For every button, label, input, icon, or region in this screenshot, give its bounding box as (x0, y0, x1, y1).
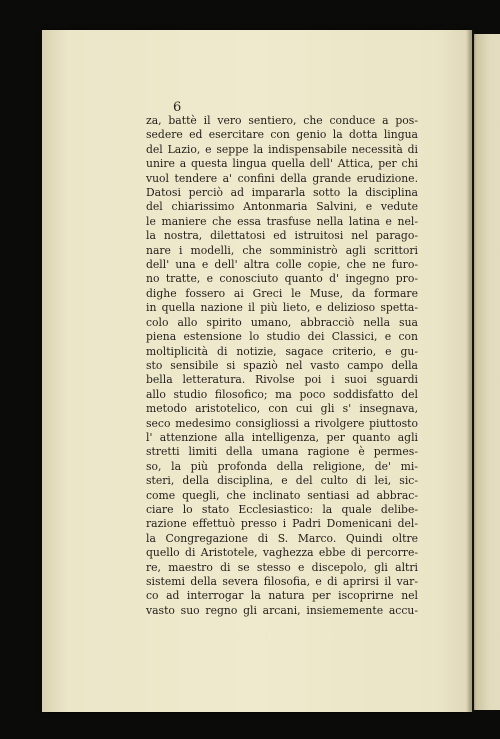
text-line: del Lazio, e seppe la indispensabile necessità di (146, 142, 418, 156)
text-line: come quegli, che inclinato sentiasi ad abbrac- (146, 488, 418, 502)
text-line: piena estensione lo studio dei Classici, e con (146, 330, 418, 344)
text-line: steri, della disciplina, e del culto di lei, sic- (146, 474, 418, 488)
text-line: colo allo spirito umano, abbracciò nella sua (146, 315, 418, 329)
page-gutter (466, 30, 476, 712)
text-line: ciare lo stato Ecclesiastico: la quale delibe- (146, 502, 418, 516)
text-line: quello di Aristotele, vaghezza ebbe di percorre- (146, 546, 418, 560)
text-line: le maniere che essa trasfuse nella latina e nel- (146, 214, 418, 228)
text-line: dell' una e dell' altra colle copie, che ne furo- (146, 258, 418, 272)
text-line: moltiplicità di notizie, sagace criterio, e gu- (146, 344, 418, 358)
text-line: dighe fossero ai Greci le Muse, da formare (146, 286, 418, 300)
text-line: allo studio filosofico; ma poco soddisfatto del (146, 387, 418, 401)
text-line: seco medesimo consigliossi a rivolgere piuttosto (146, 416, 418, 430)
text-line: l' attenzione alla intelligenza, per quanto agli (146, 430, 418, 444)
text-line: sistemi della severa filosofia, e di aprirsi il var- (146, 575, 418, 588)
text-line: so, la più profonda della religione, de' mi- (146, 459, 418, 473)
text-line: nare i modelli, che somministrò agli scrittori (146, 243, 418, 257)
text-line: la Congregazione di S. Marco. Quindi oltre (146, 531, 418, 545)
text-line: za, battè il vero sentiero, che conduce a pos- (146, 114, 418, 127)
text-line: stretti limiti della umana ragione è permes- (146, 445, 418, 459)
text-line: co ad interrogar la natura per iscoprirne nel (146, 589, 418, 603)
facing-page-edge (474, 34, 500, 710)
text-line: no tratte, e conosciuto quanto d' ingegno pro- (146, 272, 418, 286)
text-line: Datosi perciò ad impararla sotto la disciplina (146, 186, 418, 200)
text-line: bella letteratura. Rivolse poi i suoi sguardi (146, 373, 418, 387)
text-line: sedere ed esercitare con genio la dotta lingua (146, 128, 418, 142)
text-line: sto sensibile si spaziò nel vasto campo della (146, 358, 418, 372)
text-line: vasto suo regno gli arcani, insiememente accu- (146, 603, 418, 617)
text-line: re, maestro di se stesso e discepolo, gli altri (146, 560, 418, 574)
text-line: razione effettuò presso i Padri Domenicani del- (146, 517, 418, 531)
page-number: 6 (173, 100, 182, 115)
text-line: vuol tendere a' confini della grande erudizione. (146, 171, 418, 185)
text-line: in quella nazione il più lieto, e delizioso spetta- (146, 301, 418, 315)
text-line: del chiarissimo Antonmaria Salvini, e vedute (146, 200, 418, 214)
text-line: unire a questa lingua quella dell' Attica, per chi (146, 157, 418, 171)
text-line: metodo aristotelico, con cui gli s' insegnava, (146, 402, 418, 416)
text-line: la nostra, dilettatosi ed istruitosi nel parago- (146, 229, 418, 243)
body-text (146, 114, 418, 618)
